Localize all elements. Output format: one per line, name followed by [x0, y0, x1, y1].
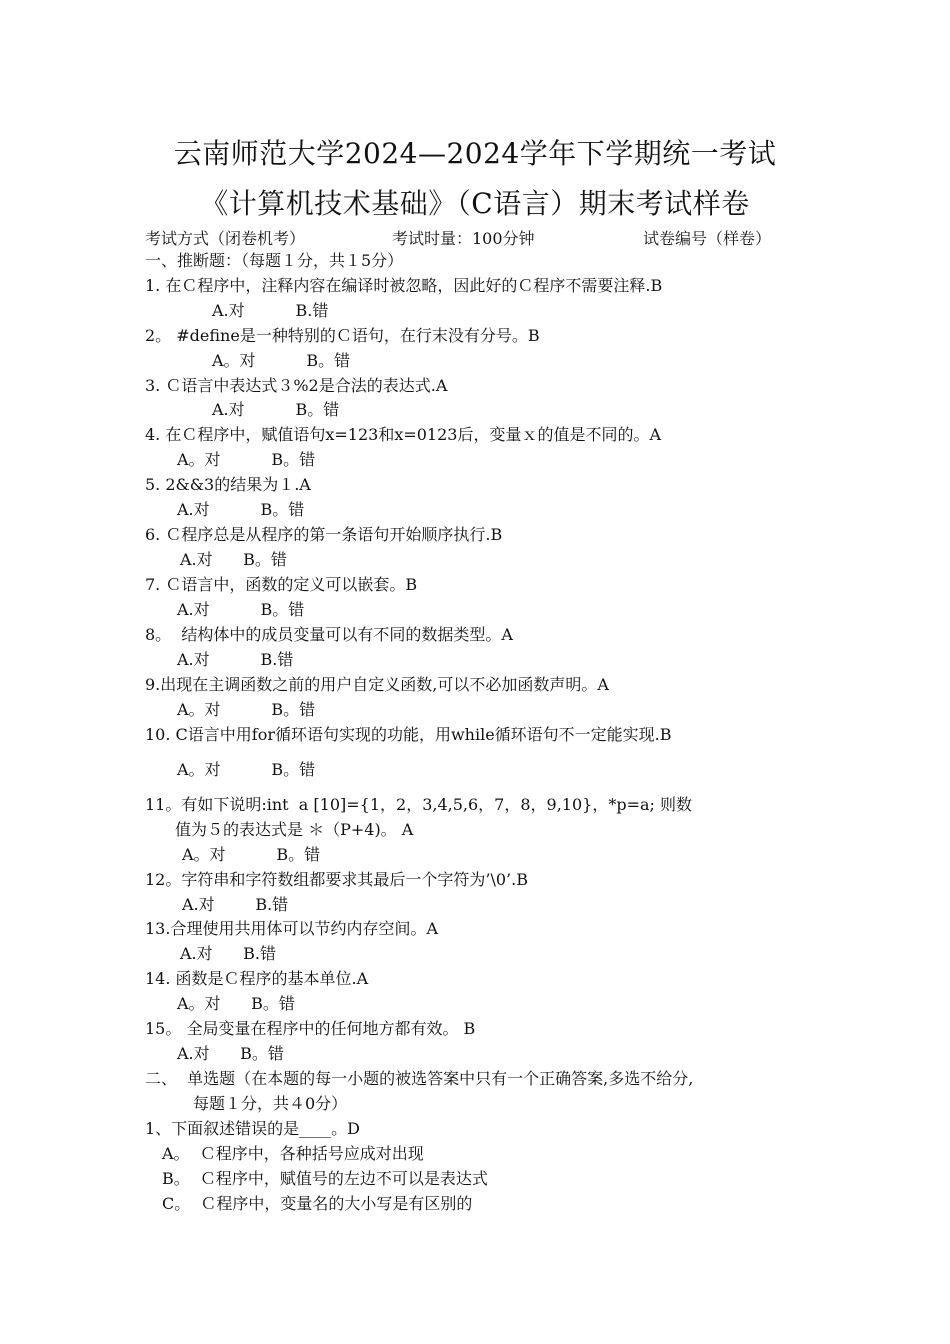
question-options: A。对 B。错 [212, 351, 351, 370]
question-text: 13.合理使用共用体可以节约内存空间。A [145, 919, 439, 938]
choice-option: B。 Ｃ程序中，赋值号的左边不可以是表达式 [162, 1169, 488, 1188]
question-options: A。对 B。错 [177, 994, 295, 1013]
section2-heading: 二、 单选题（在本题的每一小题的被选答案中只有一个正确答案,多选不给分, [145, 1069, 694, 1088]
question-options: A.对 B.错 [177, 650, 294, 669]
question-text: 14. 函数是Ｃ程序的基本单位.A [145, 969, 369, 988]
question-text: 3. Ｃ语言中表达式３%2是合法的表达式.A [145, 376, 448, 395]
question-options: A.对 B。错 [177, 1044, 284, 1063]
question-options: A.对 B.错 [182, 895, 289, 914]
section1-heading: 一、推断题：（每题１分，共１5分） [145, 251, 404, 270]
question-text: 12。字符串和字符数组都要求其最后一个字符为’\0’.B [145, 870, 528, 889]
question-text: 6. Ｃ程序总是从程序的第一条语句开始顺序执行.B [145, 525, 503, 544]
question-options: A。对 B。错 [177, 760, 316, 779]
question-options: A.对 B。错 [177, 600, 305, 619]
question-options: A。对 B。错 [177, 450, 316, 469]
question-text: 8。 结构体中的成员变量可以有不同的数据类型。A [145, 625, 513, 644]
exam-duration: 考试时量：100分钟 [392, 229, 535, 248]
question-options: A。对 B。错 [177, 700, 316, 719]
exam-title-line2: 《计算机技术基础》（C语言）期末考试样卷 [200, 187, 750, 220]
question-text: 1. 在Ｃ程序中，注释内容在编译时被忽略，因此好的Ｃ程序不需要注释.B [145, 276, 663, 295]
choice-option: A。 Ｃ程序中，各种括号应成对出现 [162, 1144, 424, 1163]
question-text: 9.出现在主调函数之前的用户自定义函数,可以不必加函数声明。A [145, 675, 609, 694]
question-text: 7. Ｃ语言中，函数的定义可以嵌套。B [145, 575, 418, 594]
choice-option: C。 Ｃ程序中，变量名的大小写是有区别的 [162, 1194, 473, 1213]
question-options: A.对 B。错 [177, 500, 305, 519]
exam-title-line1: 云南师范大学2024—2024学年下学期统一考试 [173, 137, 777, 170]
question-text: 1、下面叙述错误的是____。D [145, 1119, 361, 1138]
question-text: 4. 在Ｃ程序中，赋值语句x=123和x=0123后，变量ｘ的值是不同的。A [145, 425, 662, 444]
question-text: 10. C语言中用for循环语句实现的功能，用while循环语句不一定能实现.B [145, 725, 672, 744]
question-text: 15。 全局变量在程序中的任何地方都有效。 B [145, 1019, 476, 1038]
exam-method: 考试方式（闭卷机考） [145, 229, 306, 248]
question-options: A.对 B.错 [212, 301, 329, 320]
question-text-continued: 值为５的表达式是 ＊（P+4)。 A [175, 820, 414, 839]
question-text: 11。有如下说明:int a [10]={1，2，3,4,5,6，7，8，9,10}，*p=a; 则数 [145, 795, 692, 814]
question-text: 2。 #define是一种特别的Ｃ语句，在行末没有分号。B [145, 326, 540, 345]
question-options: A.对 B。错 [180, 550, 287, 569]
question-options: A.对 B。错 [212, 400, 340, 419]
section2-heading-continued: 每题１分，共４0分） [193, 1094, 348, 1113]
exam-paper-number: 试卷编号（样卷） [643, 229, 772, 248]
question-options: A.对 B.错 [180, 944, 277, 963]
question-text: 5. 2&&3的结果为１.A [145, 475, 311, 494]
question-options: A。对 B。错 [182, 845, 321, 864]
